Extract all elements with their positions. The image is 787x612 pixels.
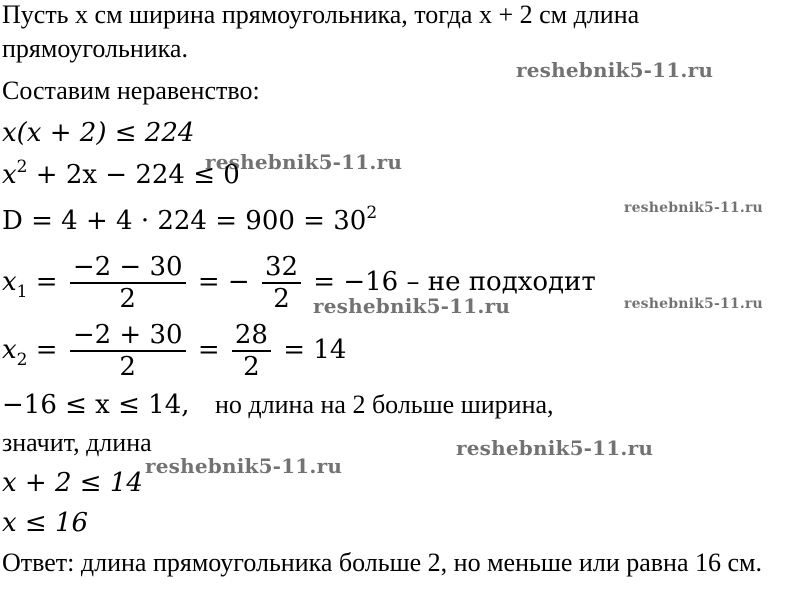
x1-result: = −16 – не подходит: [305, 267, 596, 297]
watermark: reshebnik5-11.ru: [456, 436, 654, 460]
watermark: reshebnik5-11.ru: [624, 296, 763, 312]
watermark: reshebnik5-11.ru: [516, 58, 714, 82]
ineq2-rest: + 2x − 224 ≤ 0: [27, 160, 240, 190]
answer: Ответ: длина прямоугольника больше 2, но меньше или равна 16 см.: [2, 548, 762, 577]
intro-line-1: Пусть x см ширина прямоугольника, тогда x + 2 см длина: [2, 0, 640, 29]
x2-fraction: [70, 320, 186, 382]
compose-label: Составим неравенство:: [2, 76, 260, 105]
x1-mid-fraction: [262, 252, 301, 314]
x2-mid-denominator: 2: [243, 352, 260, 382]
ineq2-exponent: 2: [16, 157, 28, 177]
range-inequality: −16 ≤ x ≤ 14,: [2, 390, 190, 420]
x2-mid-fraction: [232, 320, 271, 382]
x2-numerator: −2 + 30: [72, 320, 183, 350]
watermark: reshebnik5-11.ru: [145, 454, 343, 478]
x1-fraction: [70, 252, 186, 314]
x2-result: = 14: [274, 335, 347, 365]
length-inequality: x + 2 ≤ 14: [2, 468, 143, 498]
discriminant-exponent: 2: [366, 203, 378, 223]
inequality-1: x(x + 2) ≤ 224: [2, 118, 195, 148]
range-note: но длина на 2 больше ширина,: [215, 390, 554, 419]
discriminant: [2, 203, 378, 239]
x1-mid-numerator: 32: [264, 252, 299, 282]
x2-var: x: [2, 335, 17, 365]
watermark: reshebnik5-11.ru: [624, 200, 763, 216]
intro-line-2: прямоугольника.: [2, 34, 188, 63]
x1-mid-denominator: 2: [273, 284, 290, 314]
root-x2: $x_2$ = $\frac{-2 + 30}{2}$ = $\frac{28}{2}$ = 14: [2, 320, 347, 382]
discriminant-expr: D = 4 + 4 · 224 = 900 = 30: [2, 206, 367, 236]
root-x1: $x_1$ = $\frac{-2 - 30}{2}$ = − $\frac{32}{2}$ = −16 – не подходит: [2, 252, 596, 314]
x2-mid-numerator: 28: [234, 320, 268, 350]
x2-subscript: 2: [16, 350, 28, 370]
x1-subscript: 1: [16, 282, 28, 302]
x1-denominator: 2: [119, 284, 136, 314]
ineq2-var: x: [2, 160, 17, 190]
x1-numerator: −2 − 30: [72, 252, 183, 282]
x1-var: x: [2, 267, 17, 297]
x2-denominator: 2: [119, 352, 136, 382]
watermark: reshebnik5-11.ru: [205, 150, 403, 174]
x-inequality: x ≤ 16: [2, 508, 89, 538]
therefore-label: значит, длина: [2, 428, 152, 457]
watermark: reshebnik5-11.ru: [313, 294, 511, 318]
